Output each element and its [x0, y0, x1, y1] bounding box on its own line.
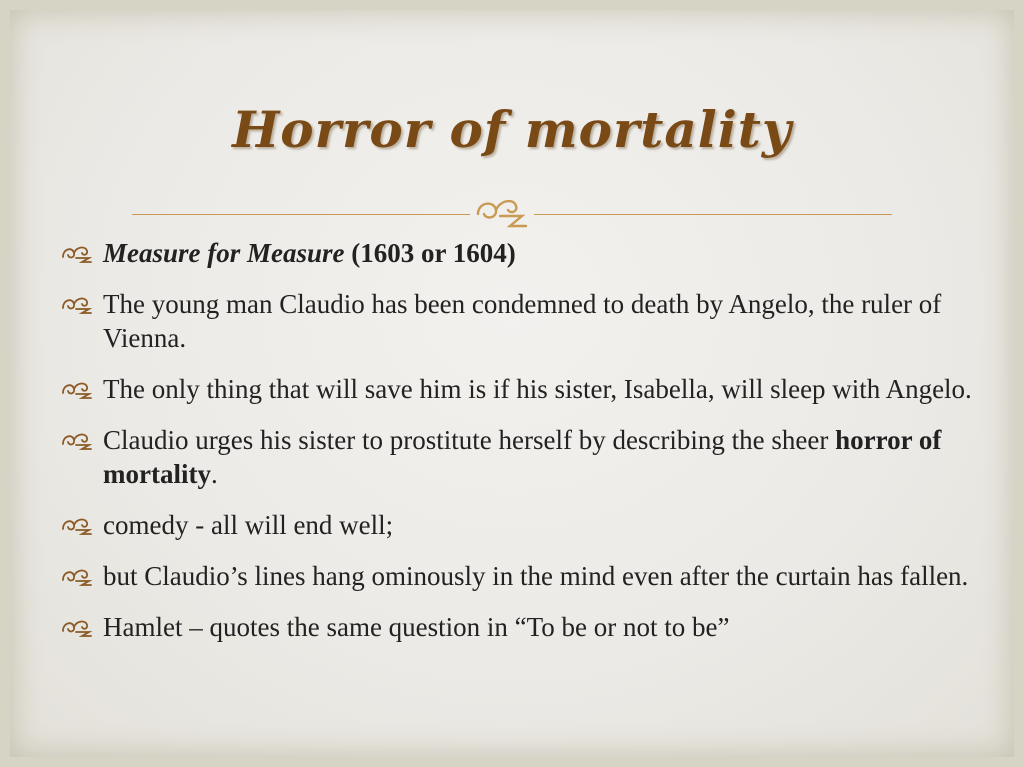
- bullet-item: [60, 610, 1000, 644]
- bullet-item: [60, 287, 1000, 355]
- bullet-item: [60, 423, 1000, 491]
- flourish-icon: [470, 190, 534, 230]
- divider-line-left: [132, 214, 470, 215]
- bullet-list: [60, 236, 1000, 661]
- bullet-text: The young man Claudio has been condemned to death by Angelo, the ruler of Vienna.: [103, 289, 942, 353]
- title-divider: [132, 190, 892, 230]
- bullet-bold-phrase: horror of mortality: [103, 425, 942, 489]
- double-loop-arrow-icon: [60, 430, 92, 450]
- double-loop-arrow-icon: [60, 515, 92, 535]
- divider-line-right: [534, 214, 892, 215]
- double-loop-arrow-icon: [60, 243, 92, 263]
- bullet-text: Hamlet – quotes the same question in “To be or not to be”: [103, 612, 730, 642]
- bullet-item: [60, 236, 1000, 270]
- play-date: (1603 or 1604): [344, 238, 516, 268]
- slide-title: Horror of mortality: [232, 100, 792, 159]
- bullet-text: The only thing that will save him is if his sister, Isabella, will sleep with Angelo.: [103, 374, 972, 404]
- double-loop-arrow-icon: [60, 379, 92, 399]
- bullet-text: but Claudio’s lines hang ominously in the mind even after the curtain has fallen.: [103, 561, 969, 591]
- bullet-text: comedy - all will end well;: [103, 510, 394, 540]
- bullet-text: Claudio urges his sister to prostitute herself by describing the sheer: [103, 425, 836, 455]
- bullet-tail: .: [210, 459, 218, 489]
- double-loop-arrow-icon: [60, 294, 92, 314]
- double-loop-arrow-icon: [60, 617, 92, 637]
- play-title: Measure for Measure: [103, 238, 345, 268]
- double-loop-arrow-icon: [60, 566, 92, 586]
- bullet-item: [60, 372, 1000, 406]
- bullet-item: [60, 559, 1000, 593]
- bullet-item: [60, 508, 1000, 542]
